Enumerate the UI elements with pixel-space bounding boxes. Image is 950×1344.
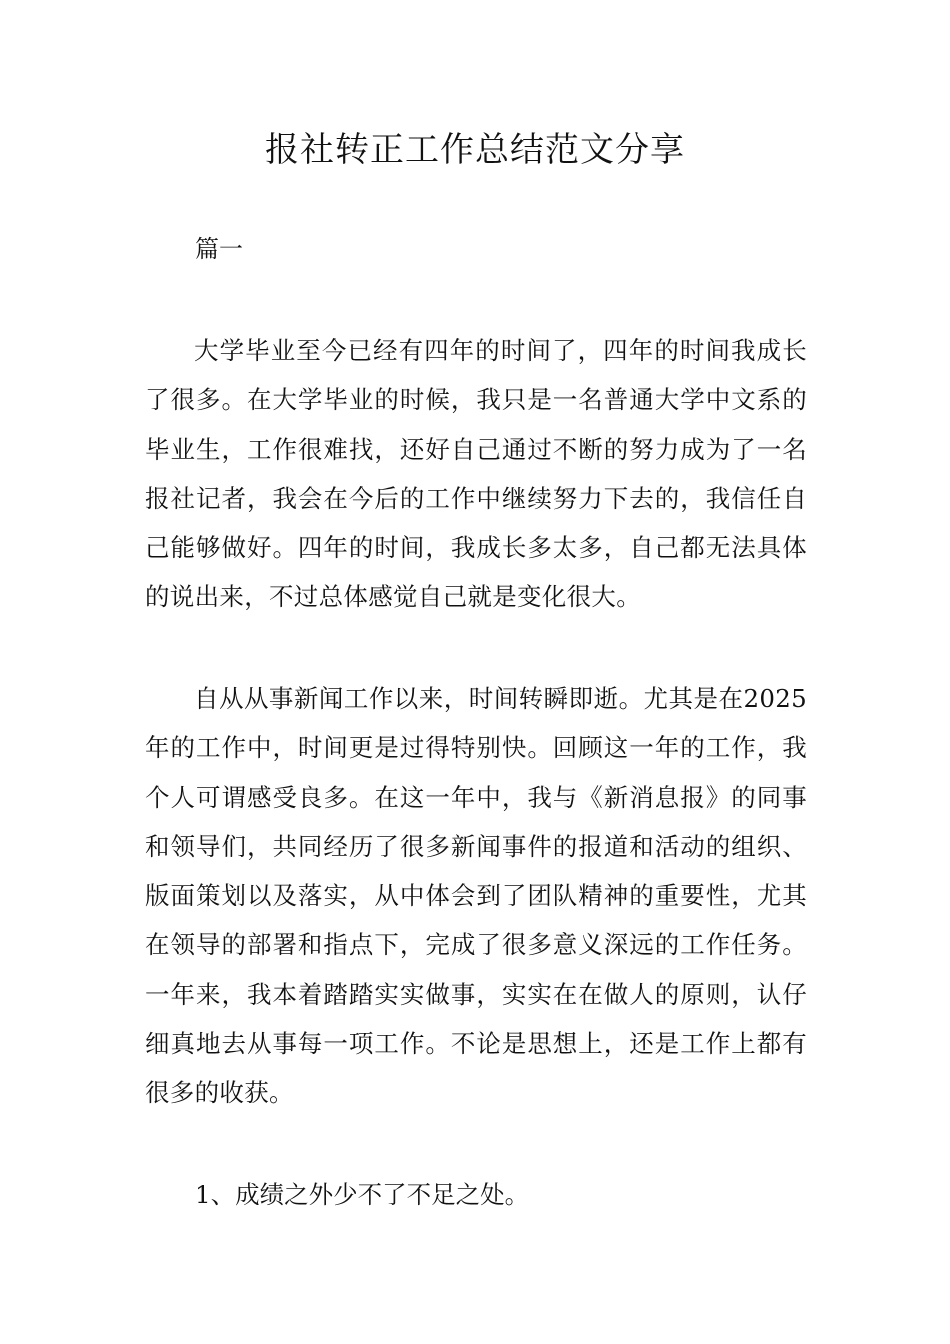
- list-item: 1、成绩之外少不了不足之处。: [195, 1180, 530, 1209]
- section-label: 篇一: [195, 235, 243, 263]
- paragraph: 大学毕业至今已经有四年的时间了，四年的时间我成长了很多。在大学毕业的时候，我只是一名普通大学中文系的毕业生，工作很难找，还好自己通过不断的努力成为了一名报社记者，我会在今后的工作中继续努力下去的，我信任自己能够做好。四年的时间，我成长多太多，自己都无法具体的说出来，不过总体感觉自己就是变化很大。: [145, 336, 807, 612]
- paragraph: 自从从事新闻工作以来，时间转瞬即逝。尤其是在2025年的工作中，时间更是过得特别快。回顾这一年的工作，我个人可谓感受良多。在这一年中，我与《新消息报》的同事和领导们，共同经历了很多新闻事件的报道和活动的组织、版面策划以及落实，从中体会到了团队精神的重要性，尤其在领导的部署和指点下，完成了很多意义深远的工作任务。一年来，我本着踏踏实实做事，实实在在做人的原则，认仔细真地去从事每一项工作。不论是思想上，还是工作上都有很多的收获。: [145, 684, 807, 1108]
- document-title: 报社转正工作总结范文分享: [265, 130, 685, 170]
